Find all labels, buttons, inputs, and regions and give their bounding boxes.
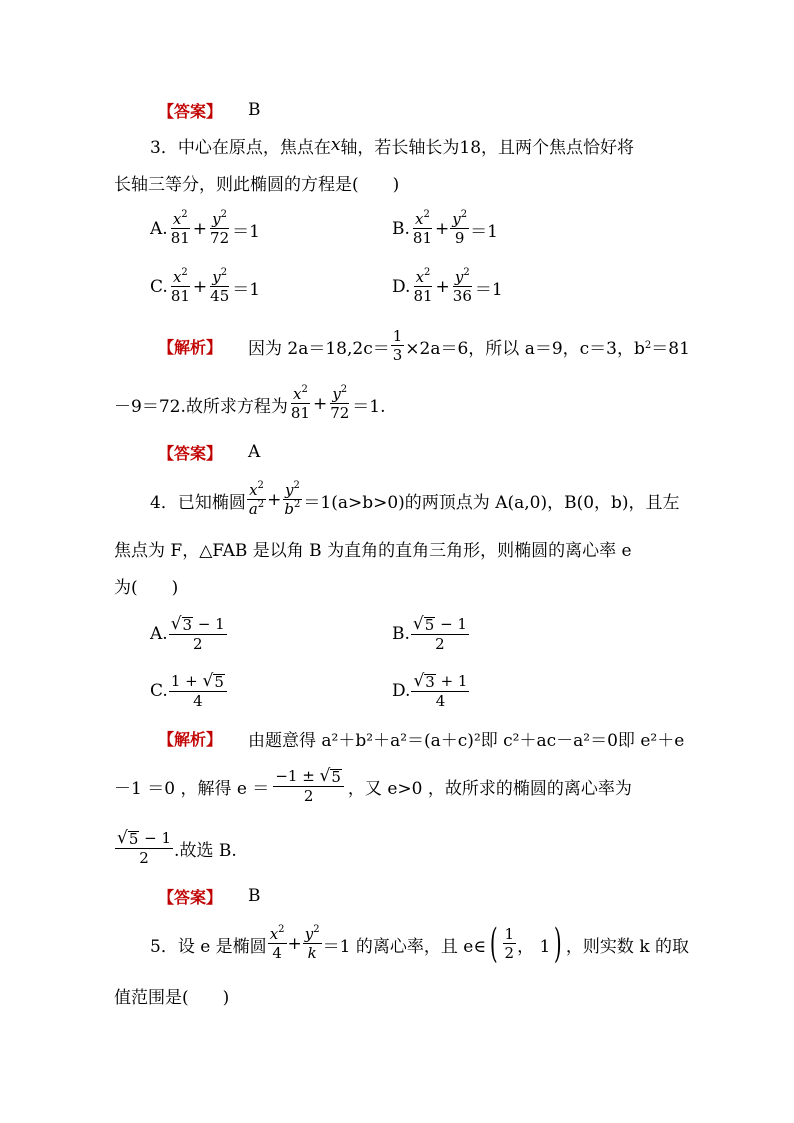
q5-stem-line2: 值范围是( ) [114, 987, 230, 1008]
q4-analysis-line3: √ 5 − 1 2 .故选 B. [117, 828, 237, 867]
answer-value: B [248, 100, 261, 120]
q4-stem-line2: 焦点为 F，△FAB 是以角 B 为直角的直角三角形，则椭圆的离心率 e [114, 540, 632, 561]
q3-stem-line1: 3．中心在原点，焦点在 x 轴，若长轴长为18，且两个焦点恰好将 [150, 135, 635, 158]
q4-option-b: B. √ 5 − 1 2 [392, 614, 467, 653]
q5-stem-line1: 5．设 e 是椭圆 $\frac{x^2}{4}$ + $\frac{y^2}{k}$ ＝1 的离心率，且 e∈ ( $\frac{1}{2}$ ， 1 ) ，则实数 k 的取 [150, 921, 690, 967]
q3-option-d: D. $\frac{x^2}{81}$ + $\frac{y^2}{36}$ ＝1 [392, 267, 503, 305]
analysis-label: 【解析】 [158, 337, 223, 357]
q4-stem-line1: 4．已知椭圆 $\frac{x^2}{a^2}$ + $\frac{y^2}{b^2}$ ＝1(a>b>0)的两顶点为 A(a,0)，B(0，b)，且左 [150, 480, 680, 518]
q3-stem-line2: 长轴三等分，则此椭圆的方程是( ) [114, 174, 400, 195]
q4-stem-line3: 为( ) [114, 577, 179, 598]
q4-option-a: A. √ 3 − 1 2 [150, 614, 225, 653]
q4-option-c: C. 1 + √ 5 4 [150, 666, 228, 716]
q4-analysis-line2: －1 ＝0 ，解得 e ＝ −1 ± √ 5 2 ，又 e>0 ，故所求的椭圆的离心率为 [114, 766, 632, 805]
q3-option-c: C. $\frac{x^2}{81}$ + $\frac{y^2}{45}$ ＝1 [150, 267, 261, 305]
q4-answer-line: 【答案】 B [158, 886, 261, 907]
q3-answer-line: 【答案】 A [158, 442, 261, 463]
q3-option-b: B. $\frac{x^2}{81}$ + $\frac{y^2}{9}$ ＝1 [392, 209, 498, 247]
q3-option-a: A. $\frac{x^2}{81}$ + $\frac{y^2}{72}$ ＝1 [150, 209, 260, 247]
answer-label: 【答案】 [158, 101, 223, 121]
q4-analysis-line1: 【解析】 由题意得 a²＋b²＋a²＝(a＋c)²即 c²＋ac－a²＝0即 e²＋e [158, 729, 685, 751]
q3-analysis-line2: －9＝72.故所求方程为 $\frac{x^2}{81}$ + $\frac{y^2}{72}$ ＝1. [114, 384, 386, 422]
q2-answer-line [158, 90, 261, 130]
q4-option-d: D. √ 3 + 1 4 [392, 671, 468, 710]
q3-analysis-line1: 【解析】 因为 2a＝18,2c＝ $\frac{1}{3}$ ×2a＝6，所以 a＝9，c＝3，b 2 ＝81 [158, 327, 690, 364]
